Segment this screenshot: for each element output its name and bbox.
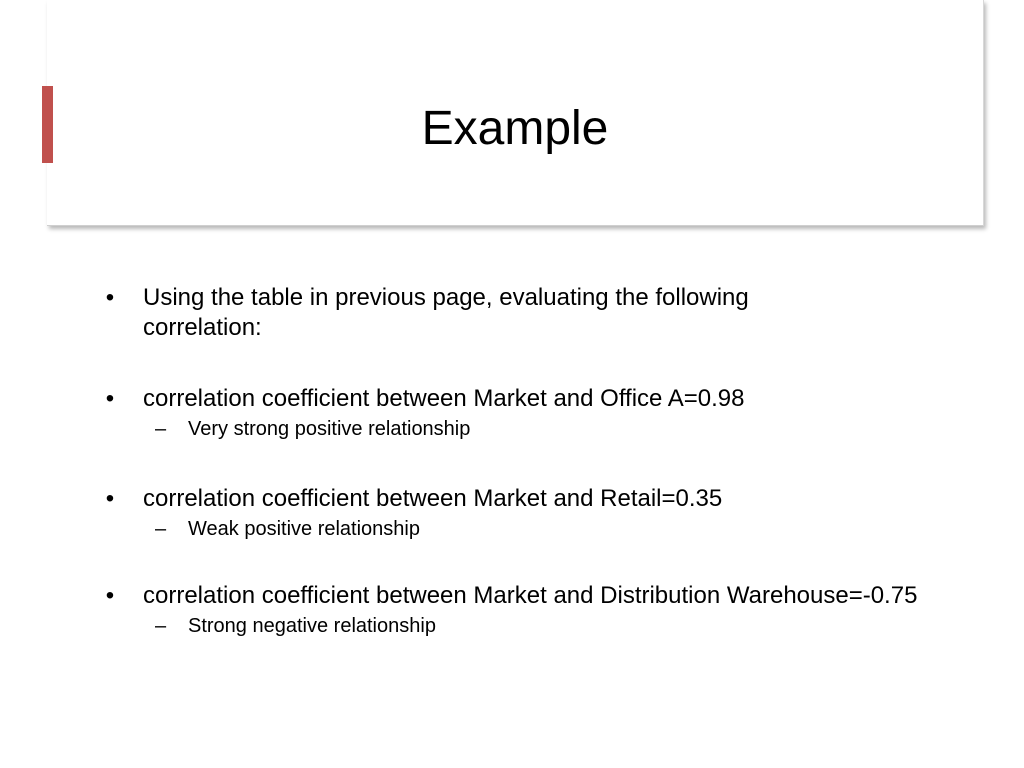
bullet-text: correlation coefficient between Market and Office A=0.98 [143,385,745,412]
bullet-text: correlation coefficient between Market and Retail=0.35 [143,485,723,512]
sub-bullet-dash: – [155,418,167,440]
title-accent-bar [42,86,53,163]
sub-bullet-text: Very strong positive relationship [188,418,471,440]
sub-bullet-item [143,614,960,639]
bullet-item [100,581,960,639]
bullet-item [100,384,960,442]
slide-title: Example [421,102,609,155]
bullet-dot: • [105,284,115,311]
sub-bullet-item [143,517,960,542]
bullet-dot: • [105,385,115,412]
sub-bullet-text: Strong negative relationship [188,615,436,637]
bullet-dot: • [105,485,115,512]
sub-list [143,517,960,542]
bullet-dot: • [105,582,115,609]
sub-list [143,417,960,442]
sub-list [143,614,960,639]
title-box [47,0,984,226]
bullet-list [100,283,960,659]
sub-bullet-item [143,417,960,442]
sub-bullet-dash: – [155,615,167,637]
sub-bullet-text: Weak positive relationship [188,518,420,540]
bullet-item [100,283,863,343]
bullet-text: Using the table in previous page, evaluating the following correlation: [143,284,749,341]
bullet-text: correlation coefficient between Market and Distribution Warehouse=-0.75 [143,582,918,609]
sub-bullet-dash: – [155,518,167,540]
bullet-item [100,484,960,542]
